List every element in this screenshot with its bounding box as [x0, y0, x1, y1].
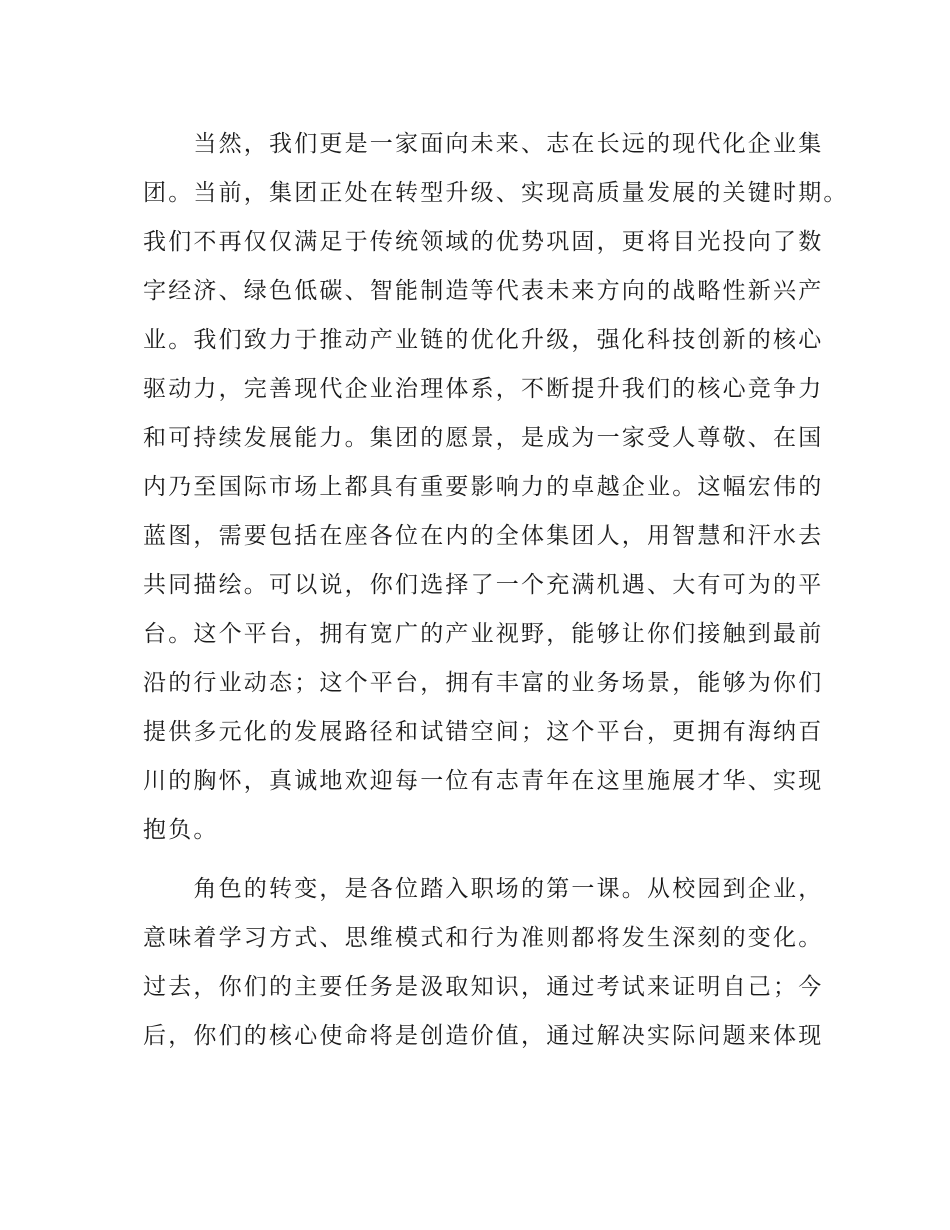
text-line: 后，你们的核心使命将是创造价值，通过解决实际问题来体现 [143, 1023, 824, 1049]
paragraph-role-transition [143, 865, 824, 1061]
text-line: 业。我们致力于推动产业链的优化升级，强化科技创新的核心 [143, 327, 824, 353]
text-line: 意味着学习方式、思维模式和行为准则都将发生深刻的变化。 [143, 925, 824, 951]
text-line: 川的胸怀，真诚地欢迎每一位有志青年在这里施展才华、实现 [143, 768, 824, 794]
text-line: 当然，我们更是一家面向未来、志在长远的现代化企业集 [143, 131, 824, 157]
paragraph-spacer [143, 855, 813, 865]
text-line: 和可持续发展能力。集团的愿景，是成为一家受人尊敬、在国 [143, 425, 824, 451]
text-line: 台。这个平台，拥有宽广的产业视野，能够让你们接触到最前 [143, 621, 824, 647]
text-line: 蓝图，需要包括在座各位在内的全体集团人，用智慧和汗水去 [143, 523, 824, 549]
text-line: 字经济、绿色低碳、智能制造等代表未来方向的战略性新兴产 [143, 278, 824, 304]
text-line: 内乃至国际市场上都具有重要影响力的卓越企业。这幅宏伟的 [143, 474, 824, 500]
text-line: 角色的转变，是各位踏入职场的第一课。从校园到企业， [143, 876, 824, 902]
document-body [143, 120, 849, 1061]
text-line: 提供多元化的发展路径和试错空间；这个平台，更拥有海纳百 [143, 719, 824, 745]
text-line: 过去，你们的主要任务是汲取知识，通过考试来证明自己；今 [143, 974, 824, 1000]
text-line: 共同描绘。可以说，你们选择了一个充满机遇、大有可为的平 [143, 572, 824, 598]
paragraph-future-vision [143, 120, 849, 855]
text-line: 驱动力，完善现代企业治理体系，不断提升我们的核心竞争力 [143, 376, 824, 402]
text-line: 团。当前，集团正处在转型升级、实现高质量发展的关键时期。 [143, 180, 849, 206]
text-line: 抱负。 [143, 817, 219, 843]
text-line: 沿的行业动态；这个平台，拥有丰富的业务场景，能够为你们 [143, 670, 824, 696]
text-line: 我们不再仅仅满足于传统领域的优势巩固，更将目光投向了数 [143, 229, 824, 255]
